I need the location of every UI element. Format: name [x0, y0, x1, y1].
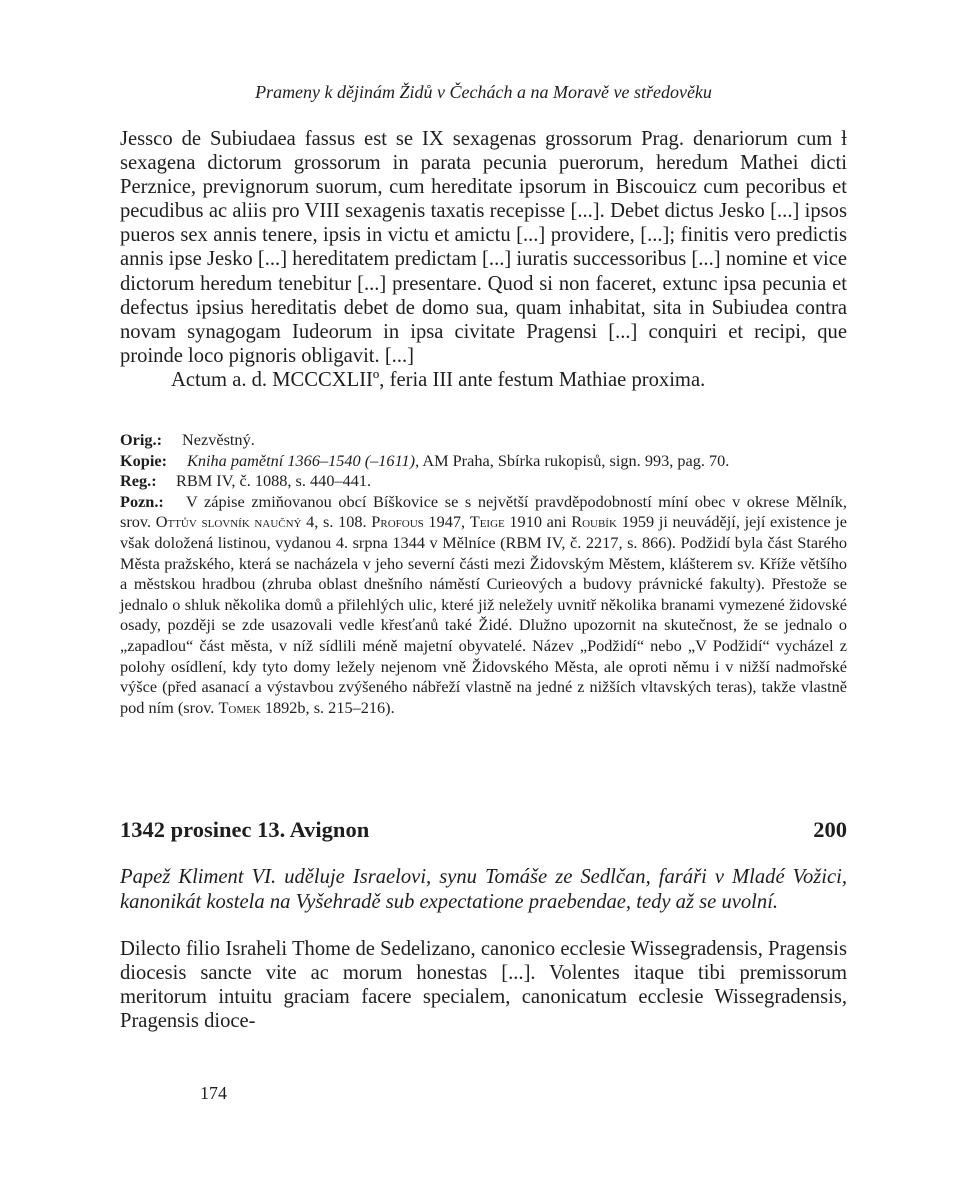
entry-date-place: 1342 prosinec 13. Avignon [120, 817, 370, 842]
note-commentary [120, 492, 847, 719]
latin-paragraph: Jessco de Subiudaea fassus est se IX sexagenas grossorum Prag. denariorum cum ƚ sexagena dictorum grossorum in parata pecunia puerorum, heredum Mathei dicti Perznice, prevignorum suorum, cum hereditate ipsorum in Biscouicz cum pecoribus et pecudibus ac aliis pro VIII sexagenis taxatis recepisse [...]. Debet dictus Jesko [...] ipsos pueros sex annis tenere, ipsis in victu et amictu [...] providere, [...]; finitis vero predictis annis ipse Jesko [...] hereditatem predictam [...] iuratis successoribus [...] nomine et vice dictorum heredum tenebitur [...] presentare. Quod si non faceret, extunc ipsa pecunia et defectus ipsius hereditatis debet de domo sua, quam inhabitat, sita in Subiudea contra novam synagogam Iudeorum in ipsa civitate Pragensi [...] conquiri et recipi, que proinde loco pignoris obligavit. [...] [120, 128, 847, 367]
citation-author: Tomek [218, 697, 261, 717]
citation-author: Profous [371, 512, 424, 532]
citation-author: Roubík [571, 512, 617, 532]
note-copies-title: Kniha pamětní 1366–1540 (–1611) [187, 450, 416, 470]
commentary-text: 1959 ji neuvádějí, její existence je však doložená listinou, vydanou 4. srpna 1344 v Mělníce (RBM IV, č. 2217, s. 866). Podžidí byla část Starého Města pražského, která se nacházela v jeho severní části mezi Židovským Městem, klášterem sv. Kříže většího a městskou hradbou (zhruba oblast dnešního náměstí Curieových a budovy právnické fakulty). Přestože se jednalo o shluk několika domů a přilehlých ulic, které již neležely uvnitř několika branami vymezené židovské osady, později se zde usazovali vedle křesťanů také Židé. Dlužno upozornit na skutečnost, že se jednalo o „zapadlou“ část města, v níž sídlili méně majetní obyvatelé. Název „Podžidí“ nebo „V Podžidí“ vycházel z polohy osídlení, kdy tyto domy ležely nejenom vně Židovského Města, ale oproti němu i v nižší nadmořské výšce (před asanací a výstavbou zvýšeného nábřeží vlastně na jedné z nižších vltavských teras), takže vlastně pod ním (srov. [120, 512, 848, 717]
entry-regest: Papež Kliment VI. uděluje Israelovi, synu Tomáše ze Sedlčan, faráři v Mladé Vožici, kanonikát kostela na Vyšehradě sub expectatione praebendae, tedy až se uvolní. [120, 866, 847, 913]
citation-author: Teige [469, 512, 505, 532]
running-head: Prameny k dějinám Židů v Čechách a na Moravě ve středověku [255, 82, 712, 102]
citation-encyclopedia: Ottův slovník naučný [155, 512, 302, 532]
latin-text-block [120, 127, 847, 392]
entry-number: 200 [813, 817, 847, 842]
note-label-original: Orig.: [120, 430, 163, 449]
commentary-text: 1892b, s. 215–216). [260, 697, 395, 717]
note-regest [120, 471, 847, 492]
note-regest-text: RBM IV, č. 1088, s. 440–441. [176, 471, 372, 491]
latin-paragraph: Dilecto filio Israheli Thome de Sedelizano, canonico ecclesie Wissegradensis, Pragensis diocesis sancte vite ac morum honestas [...]. Volentes itaque tibi premissorum meritorum intuitu graciam facere specialem, canonicatum ecclesie Wissegradensis, Pragensis dioce- [120, 938, 847, 1033]
note-original [120, 430, 847, 451]
commentary-text: V zápise zmiňovanou obcí Bíškovice se s největší pravděpodobností míní obec v okrese Mělník, srov. [120, 491, 847, 532]
dating-clause: Actum a. d. MCCCXLIIº, feria III ante festum Mathiae proxima. [171, 368, 706, 391]
note-copies-text: , AM Praha, Sbírka rukopisů, sign. 993, pag. 70. [415, 450, 730, 470]
note-label-commentary: Pozn.: [120, 491, 164, 511]
critical-notes [120, 430, 847, 718]
latin-text-block-2 [120, 937, 847, 1033]
commentary-text: 1910 ani [504, 512, 572, 532]
note-label-copies: Kopie: [120, 450, 168, 470]
commentary-text: 4, s. 108. [301, 512, 372, 532]
note-original-text: Nezvěstný. [182, 430, 255, 449]
commentary-text: 1947, [423, 512, 470, 532]
note-copies [120, 451, 847, 472]
page-number: 174 [200, 1083, 227, 1103]
note-label-regest: Reg.: [120, 471, 157, 491]
